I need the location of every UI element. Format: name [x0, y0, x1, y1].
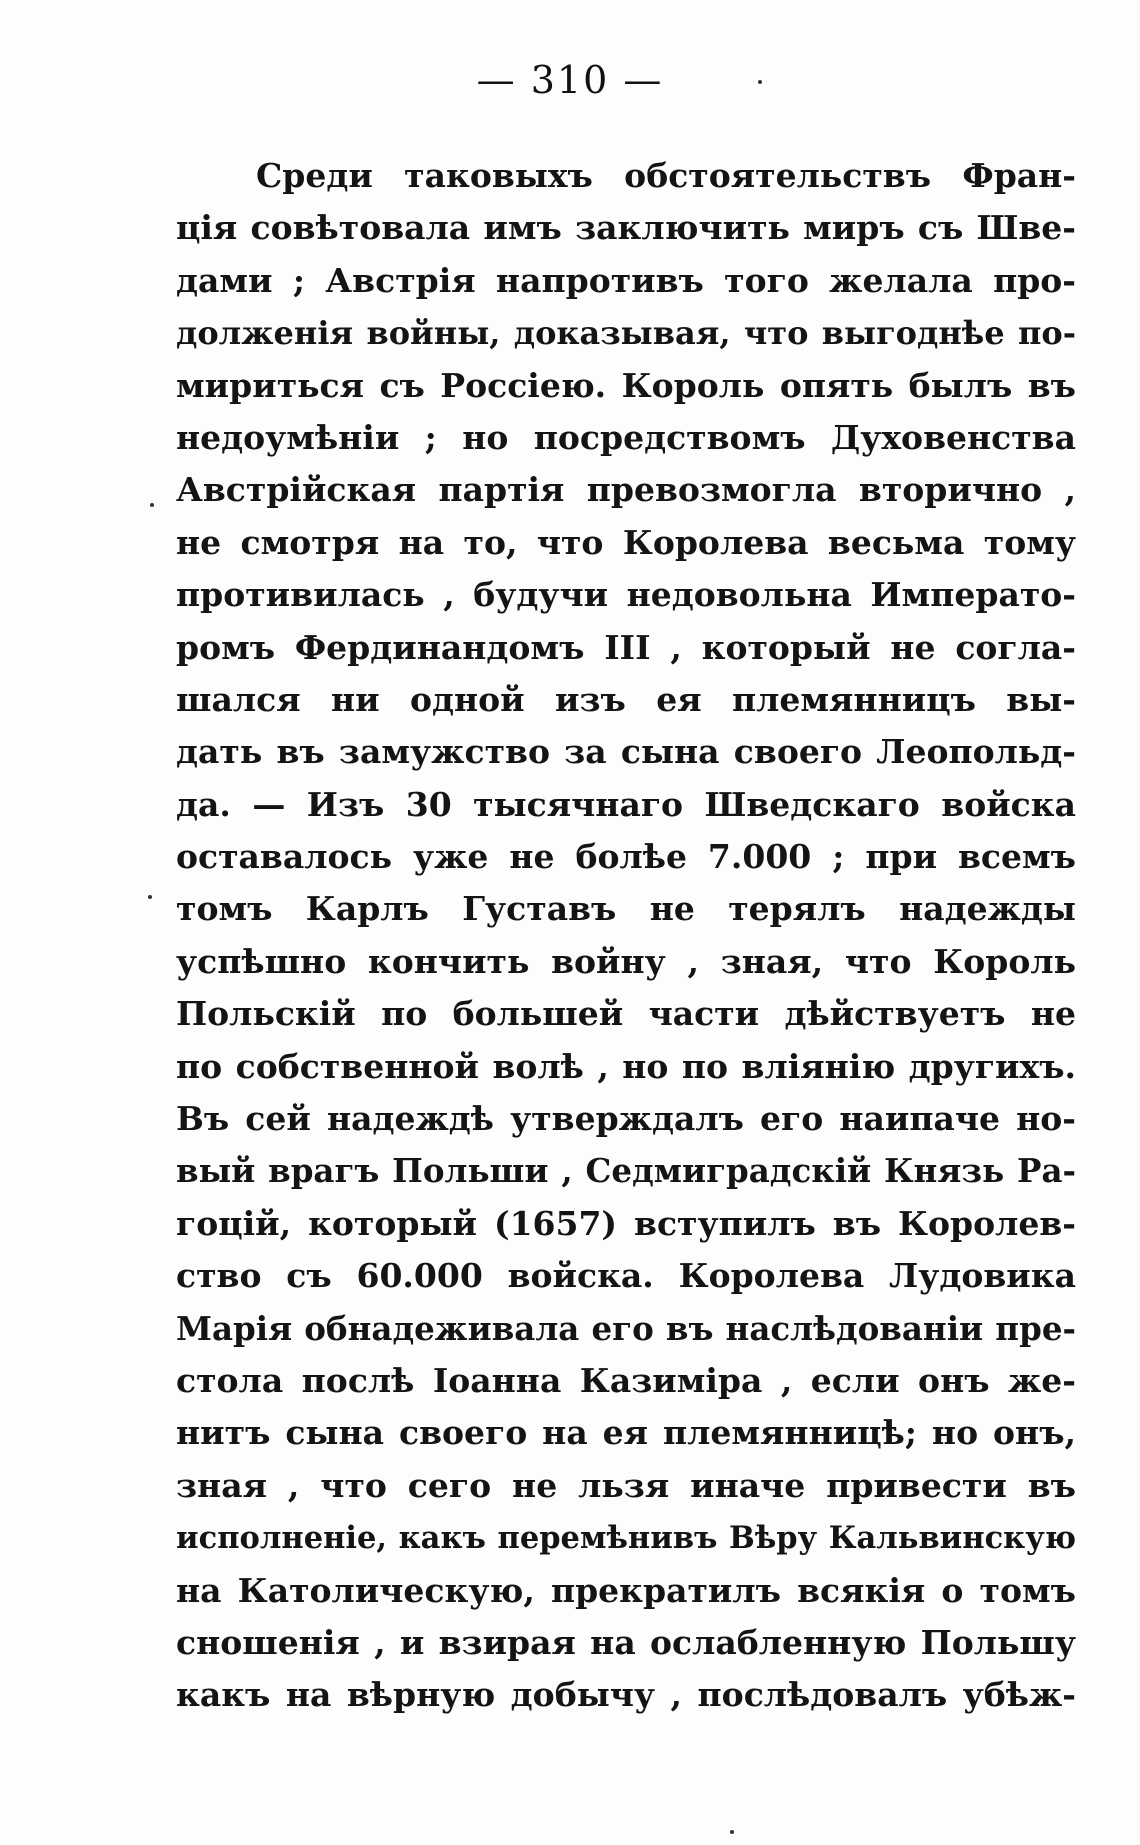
text-line: Среди таковыхъ обстоятельствъ Фран-: [256, 156, 1076, 195]
text-line: Въ сей надеждѣ утверждалъ его наипаче но-: [176, 1099, 1076, 1139]
text-line: на Католическую, прекратилъ всякія о томъ: [176, 1570, 1076, 1610]
text-line: по собственной волѣ , но по вліянію другихъ.: [176, 1046, 1076, 1086]
text-line: гоцій, который (1657) вступилъ въ Королев-: [176, 1203, 1076, 1243]
ink-speck: [150, 503, 154, 507]
text-line: не смотря на то, что Королева весьма тому: [176, 522, 1076, 562]
text-line: дать въ замужство за сына своего Леопольд-: [176, 732, 1076, 772]
text-line: ція совѣтовала имъ заключить миръ съ Шве-: [176, 208, 1076, 248]
page-number-header: — 310 —: [476, 58, 664, 102]
text-line: недоумѣніи ; но посредствомъ Духовенства: [176, 417, 1076, 457]
text-line: Польскій по большей части дѣйствуетъ не: [176, 994, 1076, 1034]
ink-speck: [148, 895, 152, 899]
text-line: Марія обнадеживала его въ наслѣдованіи пре-: [176, 1308, 1076, 1348]
text-line: ромъ Фердинандомъ III , который не согла-: [176, 627, 1076, 667]
text-line: Австрійская партія превозмогла вторично ,: [176, 470, 1076, 510]
text-line: шался ни одной изъ ея племянницъ вы-: [176, 679, 1076, 719]
text-line: зная , что сего не льзя иначе привести въ: [176, 1465, 1076, 1505]
text-line: дами ; Австрія напротивъ того желала про-: [176, 260, 1076, 300]
page-body: [176, 150, 1076, 1722]
text-line: исполненіе, какъ перемѣнивъ Вѣру Кальвинскую: [176, 1520, 1076, 1557]
text-line: да. — Изъ 30 тысячнаго Шведскаго войска: [176, 784, 1076, 824]
text-line: долженія войны, доказывая, что выгоднѣе по-: [176, 314, 1076, 353]
text-line: вый врагъ Польши , Седмиградскій Князь Ра-: [176, 1151, 1076, 1191]
text-line: ство съ 60.000 войска. Королева Лудовика: [176, 1256, 1076, 1296]
text-line: сношенія , и взирая на ослабленную Польшу: [176, 1622, 1076, 1662]
text-line: томъ Карлъ Густавъ не терялъ надежды: [176, 889, 1076, 929]
text-line: успѣшно кончить войну , зная, что Король: [176, 941, 1076, 981]
text-line: нитъ сына своего на ея племянницѣ; но онъ,: [176, 1413, 1076, 1453]
text-line: противилась , будучи недовольна Императо-: [176, 575, 1076, 615]
text-line: стола послѣ Іоанна Казиміра , если онъ же-: [176, 1360, 1076, 1400]
ink-speck: [730, 1830, 734, 1834]
ink-speck: [758, 80, 762, 84]
text-line: мириться съ Россіею. Король опять былъ въ: [176, 365, 1076, 405]
text-line: оставалось уже не болѣе 7.000 ; при всемъ: [176, 837, 1076, 877]
text-line: какъ на вѣрную добычу , послѣдовалъ убѣж-: [176, 1675, 1076, 1715]
